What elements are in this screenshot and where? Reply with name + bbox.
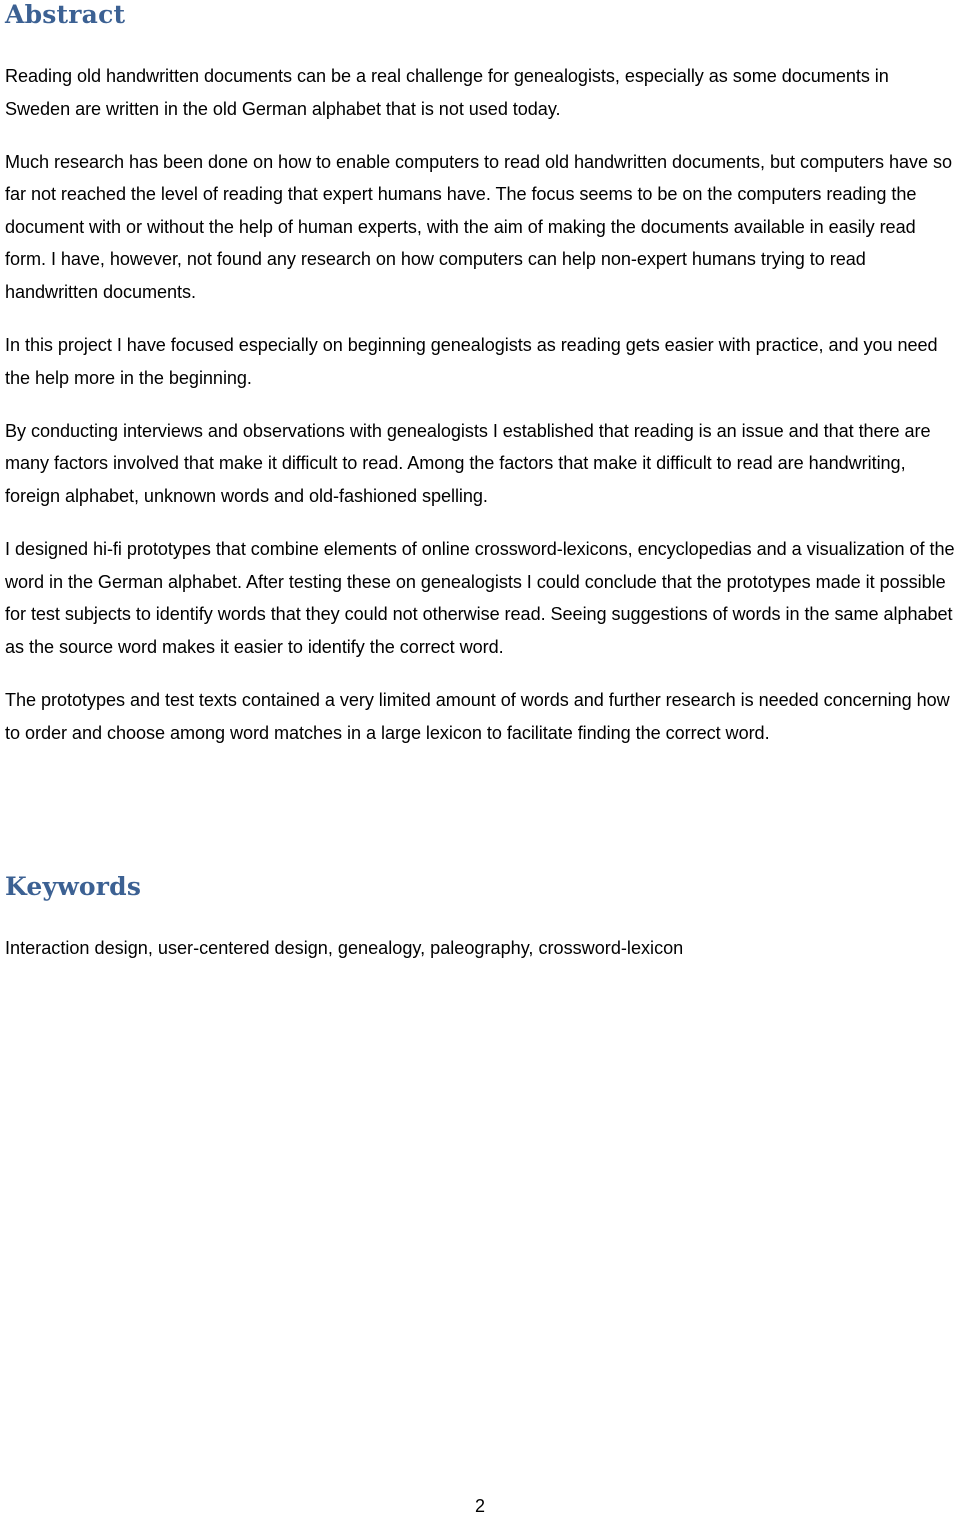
abstract-paragraph-3: In this project I have focused especially on beginning genealogists as reading gets easier with practice, and you need the help more in the beginning. [5,335,938,388]
abstract-paragraph-5: I designed hi-fi prototypes that combine elements of online crossword-lexicons, encyclopedias and a visualization of the word in the German alphabet. After testing these on genealogists I could conclude that the prototypes made it possible for test subjects to identify words that they could not otherwise read. Seeing suggestions of words in the same alphabet as the source word makes it easier to identify the correct word. [5,539,955,657]
abstract-heading: Abstract [5,0,126,29]
abstract-paragraph-6: The prototypes and test texts contained a very limited amount of words and further research is needed concerning how to order and choose among word matches in a large lexicon to facilitate finding the correct word. [5,690,950,743]
keywords-heading: Keywords [5,872,142,901]
abstract-paragraph-1: Reading old handwritten documents can be a real challenge for genealogists, especially as some documents in Sweden are written in the old German alphabet that is not used today. [5,66,889,119]
abstract-paragraph-2: Much research has been done on how to enable computers to read old handwritten documents, but computers have so far not reached the level of reading that expert humans have. The focus seems to be on the computers reading the document with or without the help of human experts, with the aim of making the documents available in easily read form. I have, however, not found any research on how computers can help non-expert humans trying to read handwritten documents. [5,151,952,303]
abstract-paragraph-4: By conducting interviews and observations with genealogists I established that reading is an issue and that there are many factors involved that make it difficult to read. Among the factors that make it difficult to read are handwriting, foreign alphabet, unknown words and old-fashioned spelling. [5,420,931,507]
abstract-body [5,60,958,770]
keywords-text: Interaction design, user-centered design, genealogy, paleography, crossword-lexicon [5,938,684,958]
page-number: 2 [474,1496,485,1516]
